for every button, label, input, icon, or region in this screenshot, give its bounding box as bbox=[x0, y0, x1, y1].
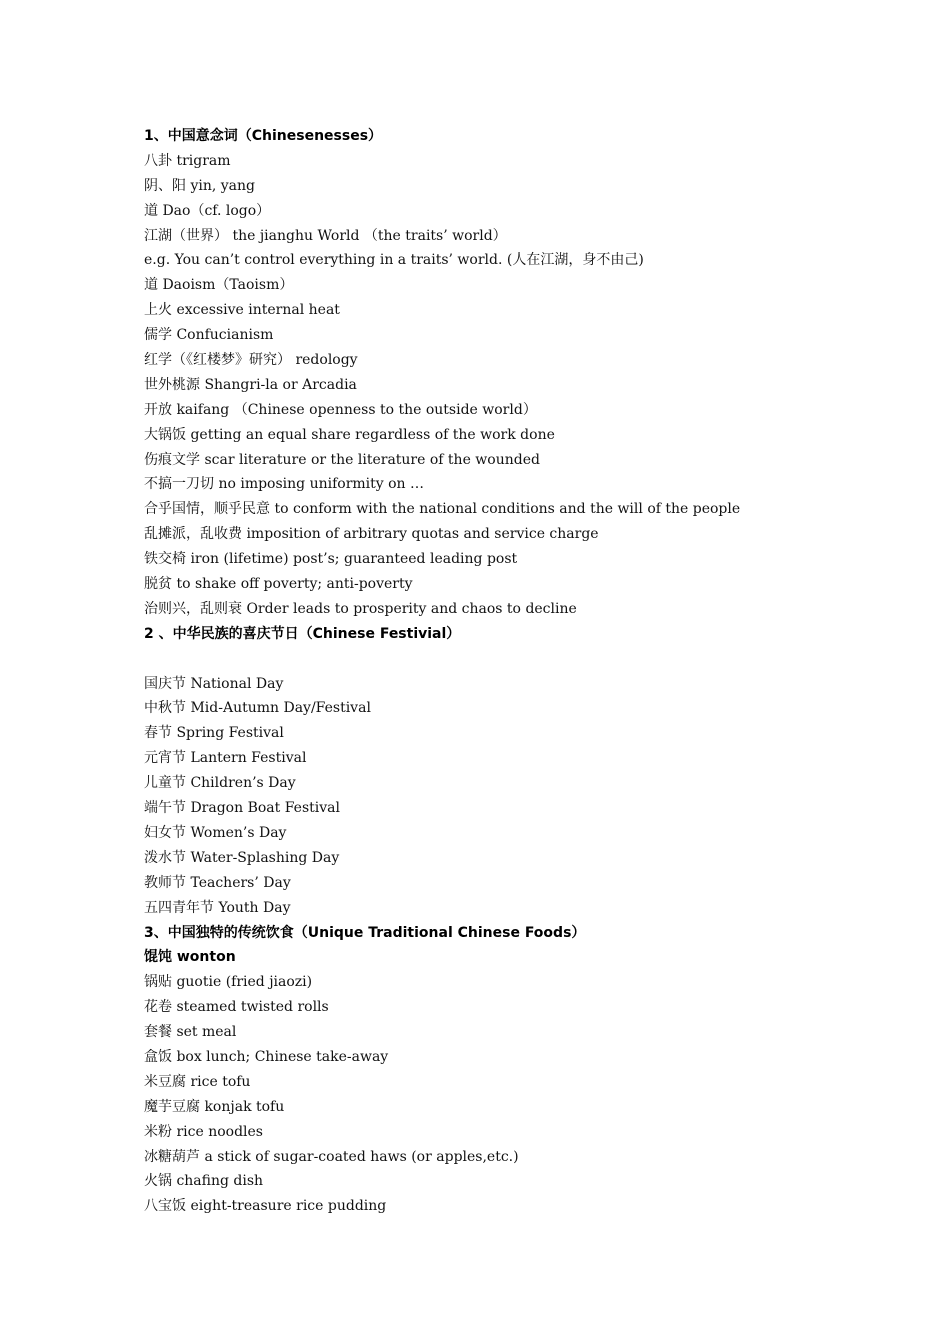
entry: 红学（《红楼梦》研究） redology bbox=[144, 352, 358, 369]
entry: 不搞一刀切 no imposing uniformity on … bbox=[144, 476, 425, 493]
entry: 米粉 rice noodles bbox=[144, 1123, 263, 1140]
entry: 道 Daoism（Taoism） bbox=[144, 277, 294, 294]
entry: 脱贫 to shake off poverty; anti-poverty bbox=[144, 576, 413, 593]
entry: 八卦 trigram bbox=[144, 152, 231, 169]
entry: 开放 kaifang （Chinese openness to the outside world） bbox=[144, 401, 537, 418]
section-3-heading: 3、中国独特的传统饮食（Unique Traditional Chinese Foods） bbox=[144, 924, 586, 941]
entry: 道 Dao（cf. logo） bbox=[144, 202, 271, 219]
entry: 花卷 steamed twisted rolls bbox=[144, 999, 329, 1016]
entry: 合乎国情，顺乎民意 to conform with the national conditions and the will of the people bbox=[144, 501, 741, 518]
entry: e.g. You can’t control everything in a traits’ world. (人在江湖，身不由己) bbox=[144, 252, 644, 269]
entry: 伤痕文学 scar literature or the literature of the wounded bbox=[144, 451, 540, 468]
entry: 八宝饭 eight-treasure rice pudding bbox=[144, 1198, 387, 1215]
entry: 江湖（世界） the jianghu World （the traits’ world） bbox=[144, 227, 507, 244]
entry: 元宵节 Lantern Festival bbox=[144, 750, 307, 767]
entry: 乱摊派，乱收费 imposition of arbitrary quotas and service charge bbox=[144, 526, 599, 543]
entry: 教师节 Teachers’ Day bbox=[144, 874, 291, 891]
entry: 大锅饭 getting an equal share regardless of the work done bbox=[144, 426, 555, 443]
entry: 国庆节 National Day bbox=[144, 675, 284, 692]
entry: 妇女节 Women’s Day bbox=[144, 824, 287, 841]
entry: 锅贴 guotie (fried jiaozi) bbox=[144, 974, 313, 991]
entry: 端午节 Dragon Boat Festival bbox=[144, 800, 340, 817]
blank-line bbox=[144, 647, 844, 672]
entry: 套餐 set meal bbox=[144, 1024, 237, 1041]
entry: 魔芋豆腐 konjak tofu bbox=[144, 1098, 285, 1115]
entry: 泼水节 Water-Splashing Day bbox=[144, 849, 340, 866]
document-page bbox=[144, 124, 844, 1219]
entry: 阴、阳 yin, yang bbox=[144, 177, 255, 194]
entry: 冰糖葫芦 a stick of sugar-coated haws (or apples,etc.) bbox=[144, 1148, 519, 1165]
entry: 儒学 Confucianism bbox=[144, 327, 274, 344]
section-1-heading: 1、中国意念词（Chinesenesses） bbox=[144, 128, 383, 144]
entry: 世外桃源 Shangri-la or Arcadia bbox=[144, 376, 357, 393]
entry: 中秋节 Mid-Autumn Day/Festival bbox=[144, 700, 371, 717]
entry: 盒饭 box lunch; Chinese take-away bbox=[144, 1048, 389, 1065]
entry: 春节 Spring Festival bbox=[144, 725, 284, 742]
entry: 铁交椅 iron (lifetime) post’s; guaranteed leading post bbox=[144, 551, 518, 568]
entry: 上火 excessive internal heat bbox=[144, 302, 340, 319]
entry: 治则兴，乱则衰 Order leads to prosperity and chaos to decline bbox=[144, 600, 577, 617]
entry: 火锅 chafing dish bbox=[144, 1173, 264, 1190]
entry: 米豆腐 rice tofu bbox=[144, 1073, 251, 1090]
section-3-subheading: 馄饨 wonton bbox=[144, 949, 236, 966]
entry: 五四青年节 Youth Day bbox=[144, 899, 291, 916]
section-2-heading: 2 、中华民族的喜庆节日（Chinese Festivial） bbox=[144, 625, 461, 642]
entry: 儿童节 Children’s Day bbox=[144, 775, 296, 792]
